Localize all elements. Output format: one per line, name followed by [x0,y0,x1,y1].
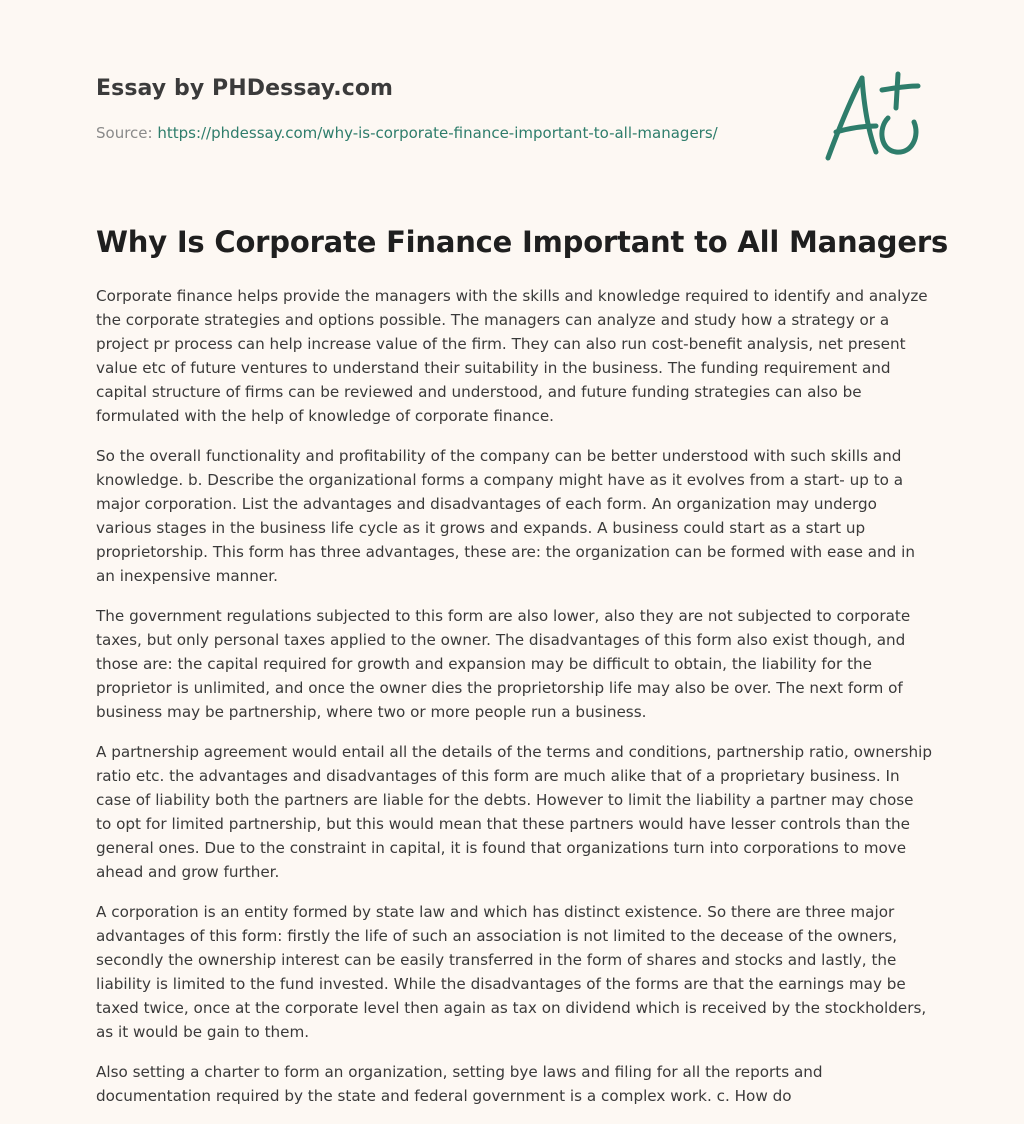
source-line [96,124,718,142]
source-link[interactable]: https://phdessay.com/why-is-corporate-finance-important-to-all-managers/ [157,124,718,142]
source-label: Source: [96,124,158,142]
essay-paragraph: A corporation is an entity formed by state law and which has distinct existence. So there are three major advantages of this form: firstly the life of such an association is not limited to the decease of the owners, secondly the ownership interest can be easily transferred in the form of shares and stocks and lastly, the liability is limited to the fund invested. While the disadvantages of the forms are that the earnings may be taxed twice, once at the corporate level then again as tax on dividend which is received by the stockholders, as it would be gain to them. [96,903,927,1041]
essay-paragraph: The government regulations subjected to this form are also lower, also they are not subjected to corporate taxes, but only personal taxes applied to the owner. The disadvantages of this form also exist though, and those are: the capital required for growth and expansion may be difficult to obtain, the liability for the proprietor is unlimited, and once the owner dies the proprietorship life may also be over. The next form of business may be partnership, where two or more people run a business. [96,607,911,721]
site-brand: Essay by PHDessay.com [96,76,394,101]
essay-paragraph: So the overall functionality and profitability of the company can be better understood with such skills and knowledge. b. Describe the organizational forms a company might have as it evolves from a start- up to a major corporation. List the advantages and disadvantages of each form. An organization may undergo various stages in the business life cycle as it grows and expands. A business could start as a start up proprietorship. This form has three advantages, these are: the organization can be formed with ease and in an inexpensive manner. [96,447,915,585]
a-plus-logo-icon [818,66,930,166]
essay-title: Why Is Corporate Finance Important to All Managers [96,225,948,259]
essay-paragraph: A partnership agreement would entail all the details of the terms and conditions, partnership ratio, ownership ratio etc. the advantages and disadvantages of this form are much alike that of a proprietary business. In case of liability both the partners are liable for the debts. However to limit the liability a partner may chose to opt for limited partnership, but this would mean that these partners would have lesser controls than the general ones. Due to the constraint in capital, it is found that organizations turn into corporations to move ahead and grow further. [96,743,932,881]
essay-body [96,284,932,1124]
essay-paragraph: Also setting a charter to form an organization, setting bye laws and filing for all the reports and documentation required by the state and federal government is a complex work. c. How do [96,1063,823,1105]
essay-paragraph: Corporate finance helps provide the managers with the skills and knowledge required to identify and analyze the corporate strategies and options possible. The managers can analyze and study how a strategy or a project pr process can help increase value of the firm. They can also run cost-benefit analysis, net present value etc of future ventures to understand their suitability in the business. The funding requirement and capital structure of firms can be reviewed and understood, and future funding strategies can also be formulated with the help of knowledge of corporate finance. [96,287,928,425]
